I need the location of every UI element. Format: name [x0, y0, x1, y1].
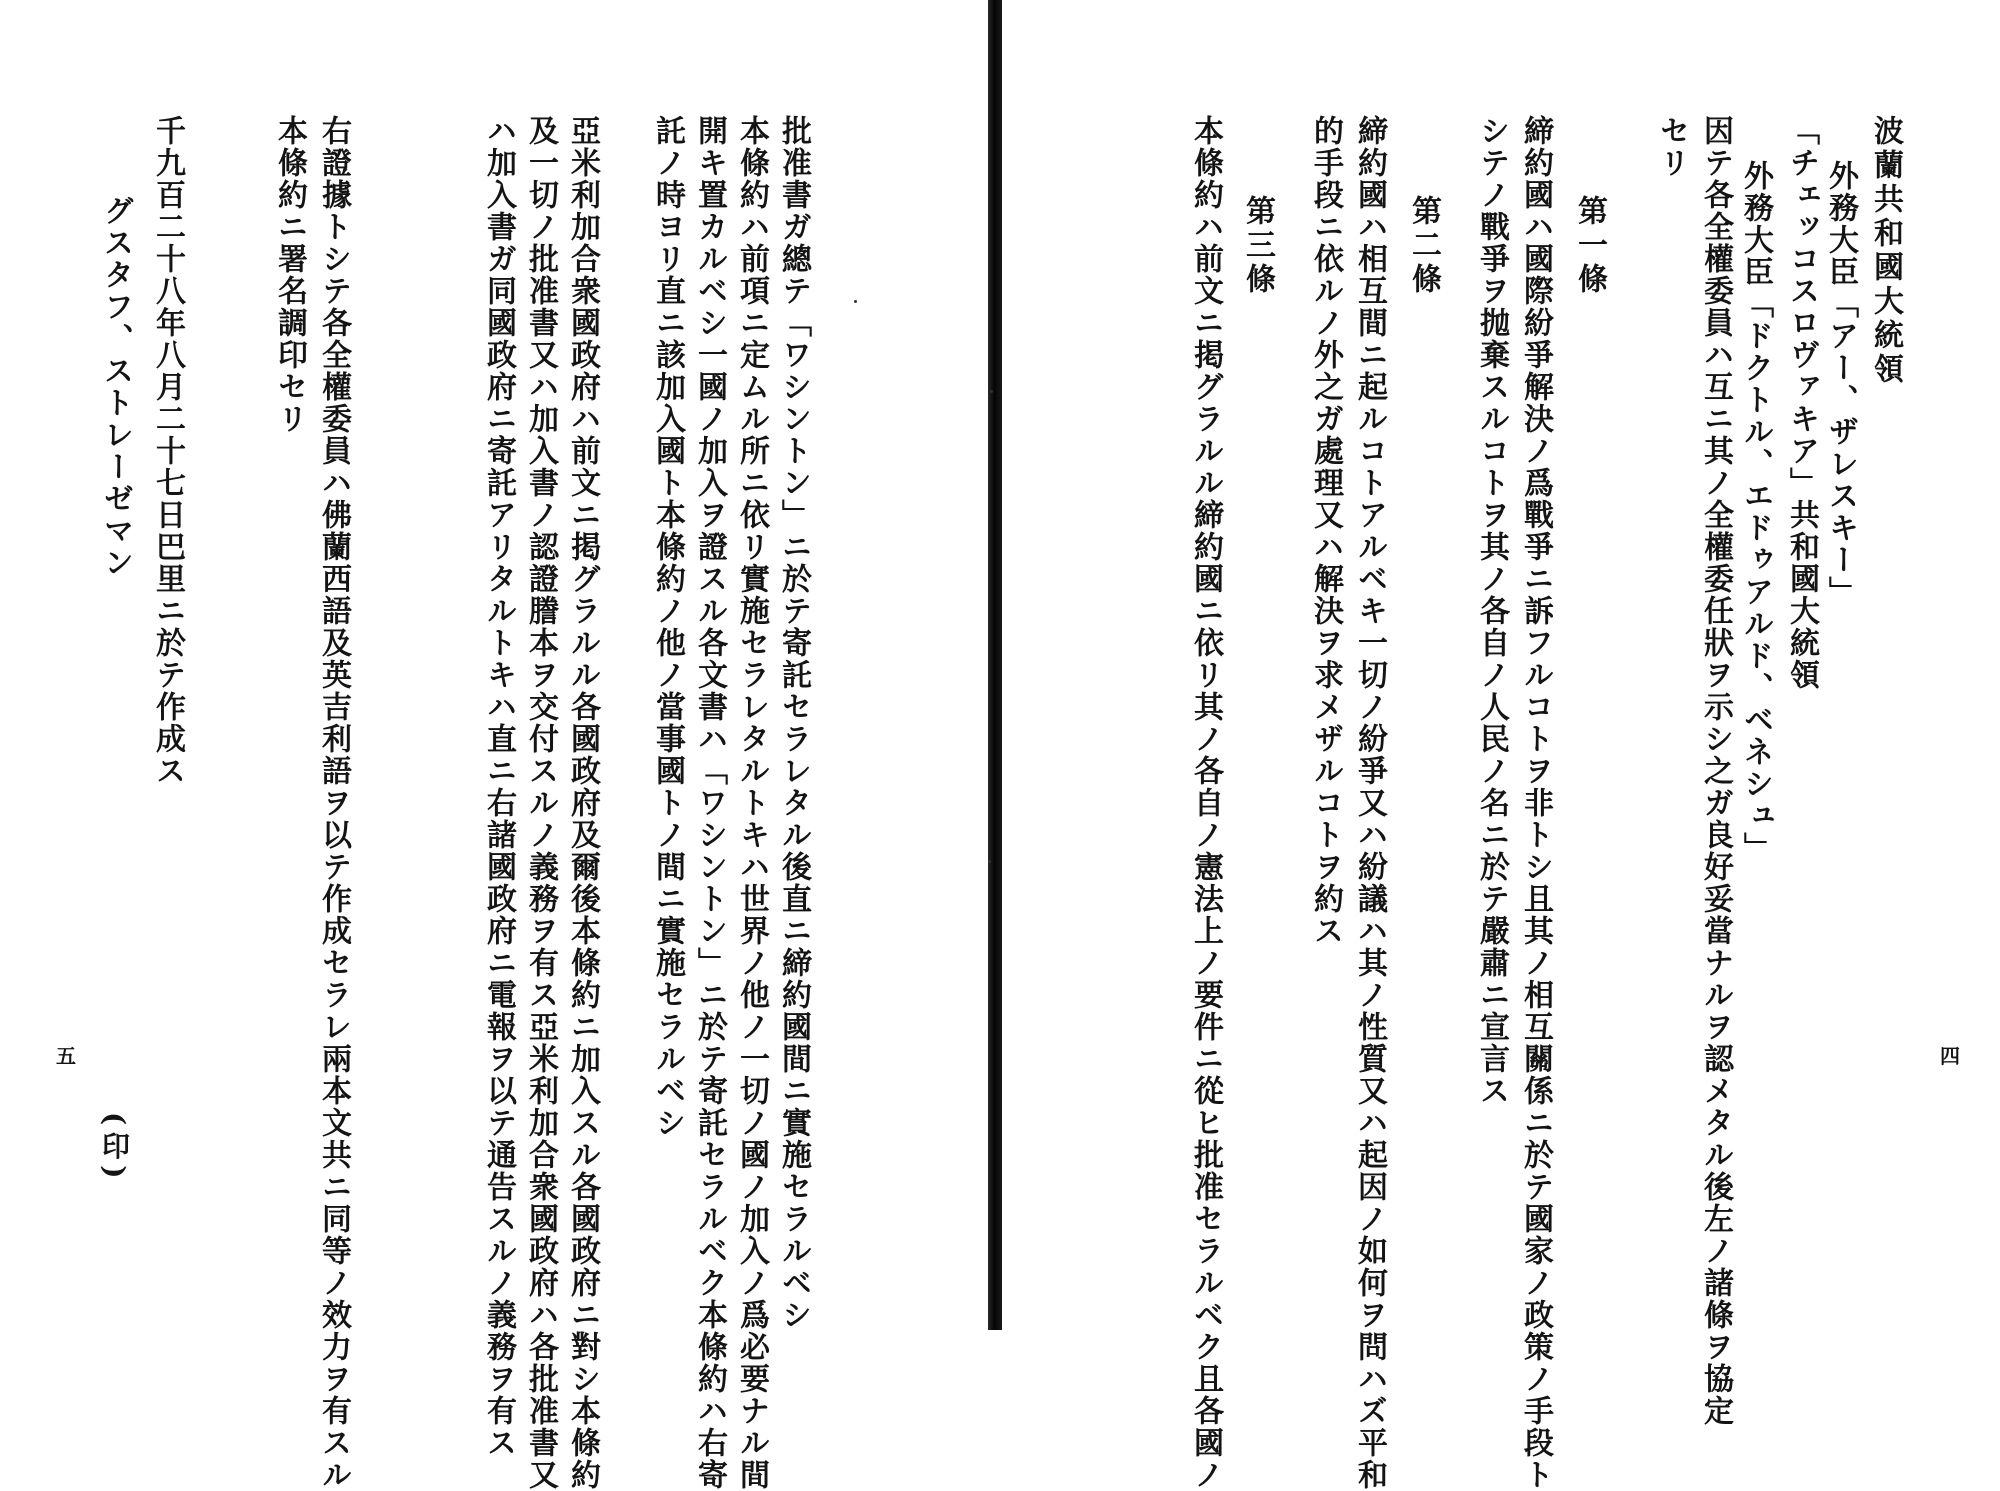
text-column: 亞米利加合衆國政府ハ前文ニ掲グラルル各國政府及爾後本條約ニ加入スル各國政府ニ對シ本條約 [565, 115, 600, 1491]
text-column: 締約國ハ國際紛爭解決ノ爲戰爭ニ訴フルコトヲ非トシ且其ノ相互關係ニ於テ國家ノ政策ノ手段ト [1518, 115, 1553, 1491]
paper-speck [988, 860, 991, 863]
date-line: 千九百二十八年八月二十七日巴里ニ於テ作成ス [150, 115, 185, 787]
paper-speck [990, 390, 993, 393]
paper-speck [854, 300, 857, 303]
signatory-name: グスタフ、ストレーゼマン [98, 195, 133, 579]
seal-mark: (印) [98, 1112, 131, 1185]
left-page [0, 0, 985, 1491]
text-column: 本條約ニ署名調印セリ [272, 115, 307, 435]
text-column: 右證據トシテ各全權委員ハ佛蘭西語及英吉利語ヲ以テ作成セラレ兩本文共ニ同等ノ效力ヲ有スル [316, 115, 351, 1491]
party-heading: 波蘭共和國大統領 [1868, 115, 1903, 387]
text-column: 託ノ時ヨリ直ニ該加入國ト本條約ノ他ノ當事國トノ間ニ實施セラルベシ [650, 115, 685, 1139]
text-column: シテノ戰爭ヲ抛棄スルコトヲ其ノ各自ノ人民ノ名ニ於テ嚴肅ニ宣言ス [1474, 115, 1509, 1107]
text-column: 因テ各全權委員ハ互ニ其ノ全權委任狀ヲ示シ之ガ良好妥當ナルヲ認メタル後左ノ諸條ヲ協定 [1698, 115, 1733, 1427]
right-page [1010, 0, 2000, 1491]
text-column: ハ加入書ガ同國政府ニ寄託アリタルトキハ直ニ右諸國政府ニ電報ヲ以テ通告スルノ義務ヲ有ス [481, 115, 516, 1459]
page-number: 四 [1940, 1044, 1960, 1068]
text-column: 締約國ハ相互間ニ起ルコトアルベキ一切ノ紛爭又ハ紛議ハ其ノ性質又ハ起因ノ如何ヲ問ハズ平和 [1352, 115, 1387, 1491]
text-column: 本條約ハ前文ニ掲グラルル締約國ニ依リ其ノ各自ノ憲法上ノ要件ニ從ヒ批准セラルベク且各國ノ [1188, 115, 1223, 1491]
page-number: 五 [56, 1044, 76, 1068]
book-gutter [988, 0, 1002, 1330]
text-column: 及一切ノ批准書又ハ加入書ノ認證謄本ヲ交付スルノ義務ヲ有ス亞米利加合衆國政府ハ各批准書又 [523, 115, 558, 1491]
text-column: 外務大臣「ドクトル、エドゥアルド、ベネシュ」 [1738, 160, 1773, 864]
text-column: 的手段ニ依ルノ外之ガ處理又ハ解決ヲ求メザルコトヲ約ス [1308, 115, 1343, 947]
text-column: 開キ置カルベシ一國ノ加入ヲ證スル各文書ハ「ワシントン」ニ於テ寄託セラルベク本條約ハ右寄 [692, 115, 727, 1491]
article-heading: 第三條 [1240, 195, 1275, 297]
text-column: 批准書ガ總テ「ワシントン」ニ於テ寄託セラレタル後直ニ締約國間ニ實施セラルベシ [776, 115, 811, 1331]
text-column: 本條約ハ前項ニ定ムル所ニ依リ實施セラレタルトキハ世界ノ他ノ一切ノ國ノ加入ノ爲必要ナル間 [734, 115, 769, 1491]
text-column: セリ [1654, 115, 1689, 179]
article-heading: 第一條 [1572, 195, 1607, 297]
text-column: 外務大臣「アー、ザレスキー」 [1823, 160, 1858, 608]
article-heading: 第二條 [1406, 195, 1441, 297]
party-heading: 「チェッコスロヴァキア」共和國大統領 [1784, 115, 1819, 691]
